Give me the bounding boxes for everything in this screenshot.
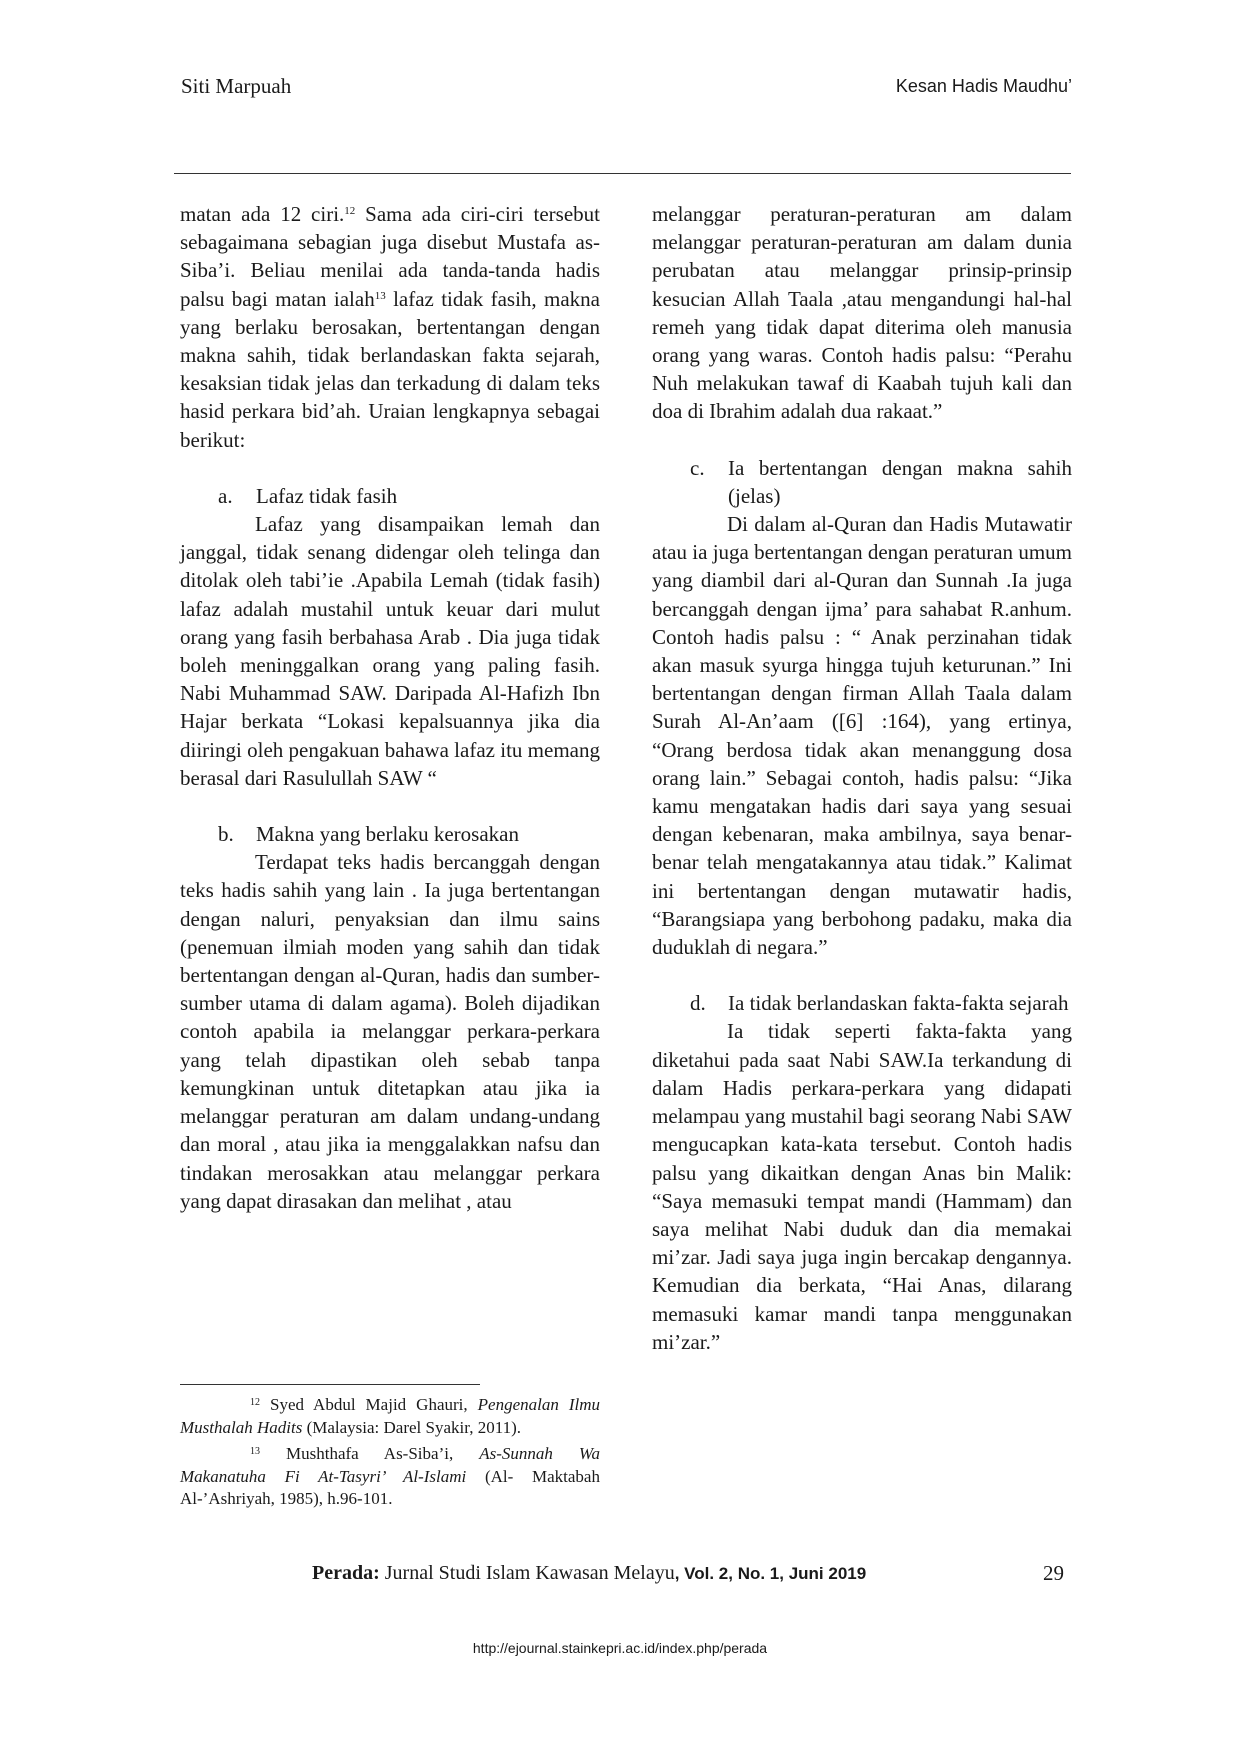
item-c-marker: c. <box>690 455 705 480</box>
item-b-heading <box>218 820 600 848</box>
footnote-12-pre: Syed Abdul Majid Ghauri, <box>260 1395 478 1414</box>
item-c-heading-text: Ia bertentangan dengan makna sahih (jelas) <box>728 455 1072 508</box>
footnotes <box>180 1394 600 1511</box>
running-header-title: Kesan Hadis Maudhu’ <box>895 76 1072 96</box>
intro-text-3: lafaz tidak fasih, makna yang berlaku berosakan, bertentangan dengan makna sahih, tidak berlandaskan fakta sejarah, kesaksian tidak jelas dan terkadung di dalam teks hasid perkara bid’ah. Uraian lengkapnya sebagai berikut: <box>180 286 600 452</box>
journal-url[interactable]: http://ejournal.stainkepri.ac.id/index.php/perada <box>472 1640 768 1656</box>
footnote-13 <box>180 1443 600 1511</box>
intro-text-2: Sama ada ciri-ciri tersebut sebagaimana sebagian juga disebut Mustafa as-Siba’i. Beliau menilai ada tanda-tanda hadis palsu bagi matan ialah <box>180 202 601 311</box>
item-b-body: Terdapat teks hadis bercanggah dengan teks hadis sahih yang lain . Ia juga bertentangan dengan naluri, penyaksian dan ilmu sains (penemuan ilmiah moden yang sahih dan tidak bertentangan dengan al-Quran, hadis dan sumber-sumber utama di dalam agama). Boleh dijadikan contoh apabila ia melanggar perkara-perkara yang telah dipastikan oleh sebab tanpa kemungkinan untuk ditetapkan atau jika ia melanggar peraturan am dalam undang-undang dan moral , atau jika ia menggalakkan nafsu dan tindakan merosakkan atau melanggar perkara yang dapat dirasakan dan melihat , atau <box>180 850 600 1213</box>
item-d-marker: d. <box>690 991 706 1016</box>
item-a-marker: a. <box>218 483 233 508</box>
footnote-rule <box>180 1384 480 1385</box>
footnote-13-pre: Mushthafa As-Siba’i, <box>260 1444 480 1464</box>
continuation-paragraph: melanggar peraturan-peraturan am dalam melanggar peraturan-peraturan am dalam dunia perubatan atau melanggar prinsip-prinsip kesucian Allah Taala ,atau mengandungi hal-hal remeh yang tidak dapat diterima oleh manusia orang yang waras. Contoh hadis palsu: “Perahu Nuh melakukan tawaf di Kaabah tujuh kali dan doa di Ibrahim adalah dua rakaat.” <box>652 202 1072 424</box>
journal-full-name: Jurnal Studi Islam Kawasan Melayu <box>379 1562 675 1584</box>
footnote-13-title: As-Sunnah Wa Makanatuha Fi At-Tasyri’ Al-Islami <box>180 1444 600 1486</box>
left-column <box>180 200 600 1215</box>
footnote-13-post: (Al- Maktabah Al-’Ashriyah, 1985), h.96-101. <box>180 1466 600 1509</box>
journal-short-name: Perada: <box>312 1562 380 1584</box>
item-a-heading <box>218 482 600 510</box>
item-c-body: Di dalam al-Quran dan Hadis Mutawatir atau ia juga bertentangan dengan peraturan umum yang diambil dari al-Quran dan Sunnah .Ia juga bercanggah dengan ijma’ para sahabat R.anhum. Contoh hadis palsu : “ Anak perzinahan tidak akan masuk syurga hingga tujuh keturunan.” Ini bertentangan dengan firman Allah Taala dalam Surah Al-An’aam ([6] :164), yang ertinya, “Orang berdosa tidak akan menanggung dosa orang lain.” Sebagai contoh, hadis palsu: “Jika kamu mengatakan hadis dari saya yang sesuai dengan kebenaran, maka ambilnya, saya benar-benar telah mengatakannya atau tidak.” Kalimat ini bertentangan dengan mutawatir hadis, “Barangsiapa yang berbohong padaku, maka dia duduklah di negara.” <box>652 512 1072 960</box>
footnote-12 <box>180 1394 600 1439</box>
footnote-13-number: 13 <box>250 1446 260 1458</box>
footnote-12-post: (Malaysia: Darel Syakir, 2011). <box>302 1417 521 1437</box>
right-column <box>652 200 1072 1356</box>
item-d-body: Ia tidak seperti fakta-fakta yang diketahui pada saat Nabi SAW.Ia terkandung di dalam Hadis perkara-perkara yang didapati melampau yang mustahil bagi seorang Nabi SAW mengucapkan kata-kata tersebut. Contoh hadis palsu yang dikaitkan dengan Anas bin Malik: “Saya memasuki tempat mandi (Hammam) dan saya melihat Nabi duduk dan dia memakai mi’zar. Jadi saya juga ingin bercakap dengannya. Kemudian dia berkata, “Hai Anas, dilarang memasuki kamar mandi tanpa menggunakan mi’zar.” <box>652 1019 1072 1354</box>
intro-paragraph <box>180 200 600 454</box>
item-d-heading-text: Ia tidak berlandaskan fakta-fakta sejarah <box>728 991 1069 1016</box>
header-rule <box>174 173 1071 174</box>
journal-footer <box>312 1562 866 1585</box>
footnote-12-title: Pengenalan Ilmu Musthalah Hadits <box>180 1395 600 1437</box>
item-b-marker: b. <box>218 822 234 847</box>
footnote-12-number: 12 <box>250 1397 260 1408</box>
footnote-ref-12[interactable]: 12 <box>344 205 356 217</box>
item-c-heading <box>690 454 1072 510</box>
page-number: 29 <box>1043 1561 1064 1585</box>
item-a-heading-text: Lafaz tidak fasih <box>256 483 398 508</box>
intro-text-1: matan ada 12 ciri. <box>180 202 345 226</box>
item-b-heading-text: Makna yang berlaku kerosakan <box>256 822 519 847</box>
item-a-body: Lafaz yang disampaikan lemah dan janggal, tidak senang didengar oleh telinga dan ditolak oleh tabi’ie .Apabila Lemah (tidak fasih) lafaz adalah mustahil untuk keuar dari mulut orang yang fasih berbahasa Arab . Dia juga tidak boleh meninggalkan orang yang paling fasih. Nabi Muhammad SAW. Daripada Al-Hafizh Ibn Hajar berkata “Lokasi kepalsuannya jika dia diiringi oleh pengakuan bahawa lafaz itu memang berasal dari Rasulullah SAW “ <box>180 512 600 790</box>
journal-volume: , Vol. 2, No. 1, Juni 2019 <box>674 1564 867 1583</box>
running-header-author: Siti Marpuah <box>181 74 292 98</box>
item-d-heading <box>690 989 1072 1017</box>
footnote-ref-13[interactable]: 13 <box>374 289 386 302</box>
